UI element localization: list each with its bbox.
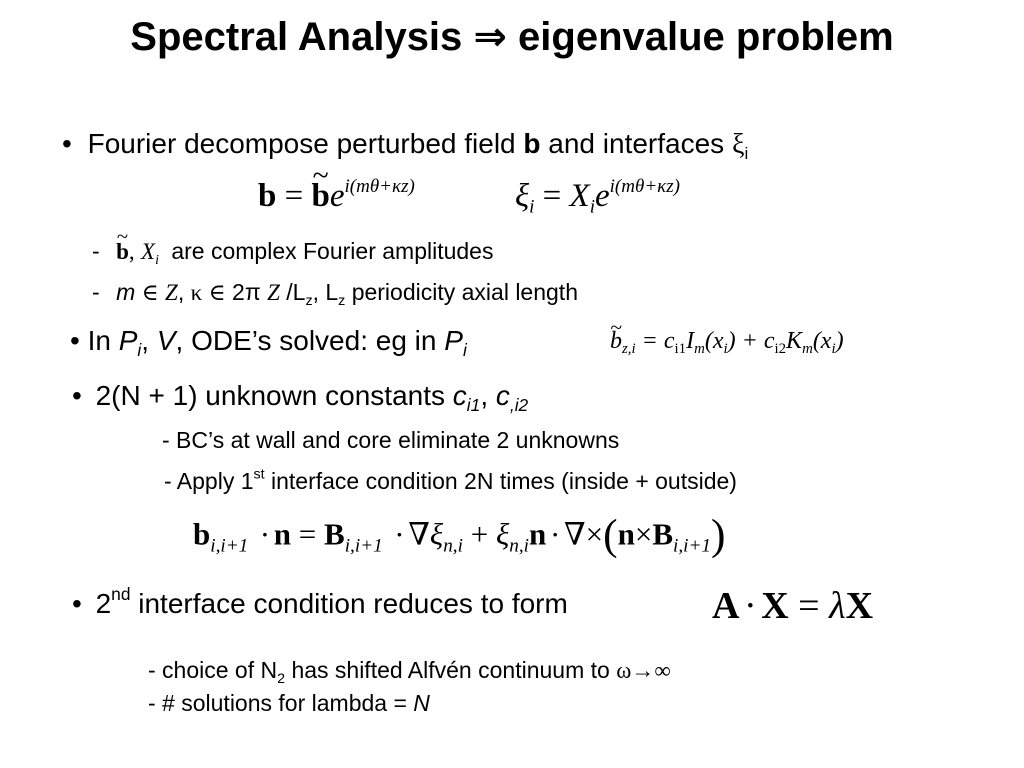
amp-X: X: [141, 239, 156, 264]
eq3-arg1: (x: [704, 328, 724, 354]
eq3-b-sub: z,i: [622, 341, 636, 358]
second-sup: nd: [111, 583, 131, 604]
eq2-xi-sub: i: [529, 196, 535, 218]
eq3-I: I: [686, 328, 695, 354]
eq3-arg2: (x: [812, 328, 832, 354]
eq3-K: K: [786, 328, 803, 354]
unknowns-c2: c: [495, 380, 510, 411]
choice-omega: ω→∞: [616, 658, 671, 683]
eq5-dot: ·: [744, 585, 757, 627]
eq4-B: B: [324, 516, 345, 552]
eq1-e: e: [329, 178, 345, 214]
eq5-X: X: [761, 585, 789, 627]
eq3-rhs1: = c: [641, 328, 675, 354]
period-2pi: 2π: [232, 279, 261, 305]
solutions-text: - # solutions for lambda =: [148, 690, 407, 716]
eq5-equals: =: [798, 585, 820, 627]
period-in1: ∈: [141, 280, 159, 305]
eq4-rparen: ): [711, 511, 726, 559]
period-z2: z: [338, 292, 346, 309]
equation-interface-condition: [193, 510, 725, 560]
solutions-N: N: [413, 690, 430, 716]
period-z1: z: [305, 292, 313, 309]
eq3-c2-sub: i2: [774, 341, 787, 358]
eq3-I-sub: m: [694, 341, 705, 358]
bullet-dot: •: [72, 380, 82, 411]
eq2-xi: ξ: [515, 178, 530, 214]
eq3-c1-sub: i1: [674, 341, 687, 358]
ode-in: In: [87, 325, 111, 356]
eq4-nabla2: ∇: [563, 516, 586, 552]
apply-pre: - Apply 1: [164, 468, 254, 494]
eq4-dot3: ·: [549, 516, 561, 552]
period-slash-L: /L: [286, 279, 306, 305]
unknowns-c1-sub: i1: [466, 395, 481, 416]
fourier-xi: ξ: [731, 129, 745, 160]
amp-comma: ,: [128, 239, 135, 264]
ode-P: P: [118, 325, 138, 356]
eq5-X2: X: [845, 585, 874, 627]
dash: -: [92, 238, 100, 264]
amp-btilde: ~ b: [116, 239, 129, 265]
ode-P2: P: [444, 325, 463, 356]
unknowns-comma: ,: [480, 380, 489, 411]
eq3-btilde: ~ b: [610, 328, 622, 355]
amp-text: are complex Fourier amplitudes: [171, 238, 494, 264]
eq4-nabla: ∇: [408, 516, 430, 552]
fourier-b: b: [523, 128, 541, 159]
eq4-times1: ×: [585, 516, 604, 552]
bullet-ode: [70, 325, 467, 361]
unknowns-c1: c: [452, 380, 467, 411]
apply-sup: st: [253, 466, 265, 483]
eq4-B2-sub: i,i+1: [673, 535, 712, 557]
eq1-btilde: ~ b: [311, 178, 329, 215]
ode-text: , ODE’s solved: eg in: [175, 325, 437, 356]
eq4-dot2: ·: [394, 516, 405, 552]
sub-bullet-periodicity: [92, 279, 578, 309]
apply-post: interface condition 2N times (inside + outside): [270, 468, 737, 494]
equation-eigenvalue: [712, 584, 873, 628]
eq4-n3: n: [617, 516, 635, 552]
eq4-times2: ×: [634, 516, 653, 552]
bullet-dot: •: [72, 588, 82, 619]
eq4-b: b: [193, 516, 211, 552]
amp-X-sub: i: [155, 252, 159, 268]
equation-xi-expansion: [515, 175, 680, 218]
fourier-xi-sub: i: [744, 143, 749, 163]
fourier-text: Fourier decompose perturbed field: [87, 128, 516, 159]
bullet-second-condition: [72, 583, 568, 620]
choice-pre: - choice of N: [148, 657, 278, 683]
eq4-xi: ξ: [429, 516, 444, 552]
sub-bullet-bc: - BC’s at wall and core eliminate 2 unknowns: [162, 427, 620, 453]
period-Z1: Z: [165, 280, 178, 305]
sub-bullet-solutions: [148, 690, 430, 717]
eq2-X-sub: i: [589, 196, 595, 218]
unknowns-c2-sub: ,i2: [509, 395, 529, 416]
eq3-close1: ) + c: [727, 328, 775, 354]
equation-b-expansion: [258, 175, 415, 215]
period-Z2: Z: [267, 280, 280, 305]
eq2-exponent: i(mθ+κz): [609, 175, 680, 197]
equation-bz-solution: [610, 328, 844, 358]
period-comma: ,: [177, 279, 185, 305]
eq4-xi-sub: n,i: [443, 535, 463, 557]
period-comma-L: , L: [312, 279, 339, 305]
ode-P2-sub: i: [462, 340, 467, 361]
period-kappa: κ: [190, 280, 203, 305]
eq2-X: X: [569, 178, 590, 214]
second-post: interface condition reduces to form: [138, 588, 568, 619]
eq2-e: e: [595, 178, 610, 214]
eq4-dot1: ·: [259, 516, 271, 552]
period-in2: ∈: [208, 280, 226, 305]
eq5-lambda: λ: [829, 585, 846, 627]
period-text: periodicity axial length: [351, 279, 578, 305]
eq1-b: b: [258, 178, 277, 214]
eq3-close2: ): [835, 328, 844, 354]
choice-mid: has shifted Alfvén continuum to: [291, 657, 610, 683]
eq4-B-sub: i,i+1: [344, 535, 383, 557]
bullet-unknowns: [72, 380, 529, 416]
eq3-x2-sub: i: [831, 341, 836, 358]
sub-bullet-apply: [164, 468, 737, 495]
eq4-n: n: [273, 516, 292, 552]
second-pre: 2: [95, 588, 112, 619]
eq4-n2: n: [528, 516, 547, 552]
eq5-A: A: [712, 585, 740, 627]
bullet-dot: •: [70, 325, 80, 356]
choice-sub: 2: [277, 670, 286, 687]
page-title: Spectral Analysis ⇒ eigenvalue problem: [130, 15, 894, 59]
sub-bullet-amplitudes: [92, 238, 494, 268]
eq4-plus: +: [470, 516, 489, 552]
eq4-xi2: ξ: [495, 516, 510, 552]
eq4-lparen: (: [603, 511, 618, 559]
dash: -: [92, 279, 100, 305]
eq1-exponent: i(mθ+κz): [344, 175, 415, 197]
sub-bullet-choice: [148, 657, 671, 687]
eq3-x1-sub: i: [723, 341, 728, 358]
eq4-B2: B: [652, 516, 673, 552]
bullet-dot: •: [62, 128, 72, 159]
eq4-equals: =: [298, 516, 317, 552]
unknowns-text: 2(N + 1) unknown constants: [95, 380, 446, 411]
eq2-equals: =: [542, 178, 562, 214]
ode-V: V: [156, 325, 176, 356]
eq4-b-sub: i,i+1: [210, 535, 249, 557]
bullet-fourier: [62, 128, 748, 161]
ode-P-sub: i: [137, 340, 142, 361]
eq3-K-sub: m: [802, 341, 813, 358]
ode-comma: ,: [141, 325, 150, 356]
fourier-and: and interfaces: [548, 128, 725, 159]
eq4-xi2-sub: n,i: [509, 535, 529, 557]
eq1-equals: =: [284, 178, 304, 214]
period-m: m: [116, 279, 136, 305]
